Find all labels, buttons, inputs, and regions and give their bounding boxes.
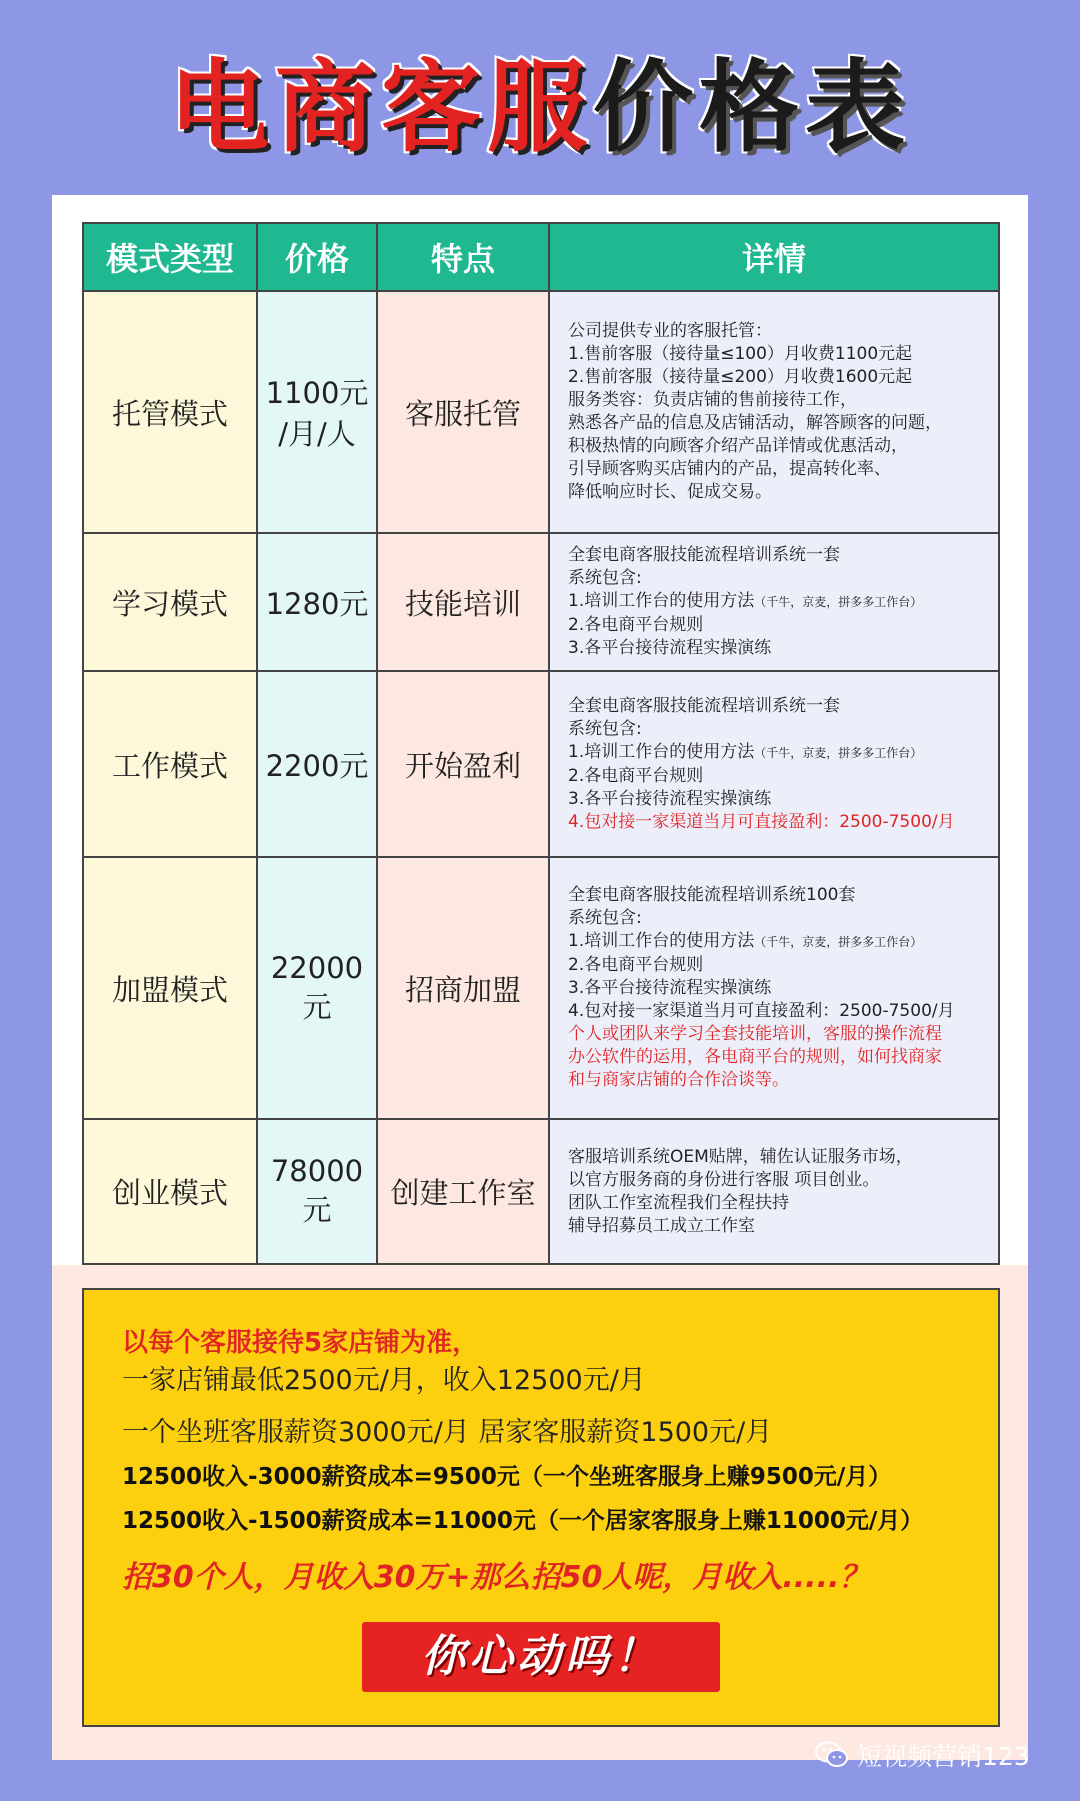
price-cell: 1280元 <box>257 533 377 671</box>
detail-line: 2.各电商平台规则 <box>568 955 704 975</box>
detail-line: 辅导招募员工成立工作室 <box>568 1215 755 1236</box>
detail-line <box>568 741 994 765</box>
price-cell: 78000元 <box>257 1119 377 1264</box>
detail-line: 2.各电商平台规则 <box>568 765 704 786</box>
wechat-icon <box>815 1741 849 1769</box>
detail-line: 4.包对接一家渠道当月可直接盈利：2500-7500/月 <box>568 1001 955 1021</box>
detail-line: 熟悉各产品的信息及店铺活动，解答顾客的问题， <box>568 413 942 433</box>
details-cell <box>549 671 999 857</box>
promo-line: 以每个客服接待5家店铺为准， <box>122 1328 479 1358</box>
detail-note: （千牛，京麦，拼多多工作台） <box>754 745 923 760</box>
price-cell: 2200元 <box>257 671 377 857</box>
feature-cell: 招商加盟 <box>377 857 549 1119</box>
table-row <box>83 857 999 1119</box>
detail-line: 公司提供专业的客服托管： <box>568 321 772 341</box>
promo-line: 一家店铺最低2500元/月，收入12500元/月 <box>122 1365 646 1396</box>
watermark <box>815 1735 1030 1775</box>
promo-line: 12500收入-1500薪资成本=11000元（一个居家客服身上赚11000元/月） <box>122 1508 924 1534</box>
feature-cell: 客服托管 <box>377 291 549 533</box>
price-line: /月/人 <box>278 417 356 451</box>
feature-cell: 技能培训 <box>377 533 549 671</box>
detail-line <box>568 590 994 614</box>
detail-line: 全套电商客服技能流程培训系统100套 <box>568 885 856 905</box>
feature-cell: 创建工作室 <box>377 1119 549 1264</box>
details-cell <box>549 533 999 671</box>
detail-line: 降低响应时长、促成交易。 <box>568 482 772 502</box>
table-row <box>83 291 999 533</box>
detail-line: 引导顾客购买店铺内的产品，提高转化率、 <box>568 459 891 479</box>
detail-note: （千牛，京麦，拼多多工作台） <box>754 595 923 609</box>
detail-line-highlight: 个人或团队来学习全套技能培训，客服的操作流程 <box>568 1024 942 1044</box>
header-price: 价格 <box>257 223 377 291</box>
detail-line: 系统包含: <box>568 718 642 739</box>
watermark-text: 短视频营销123 <box>857 1742 1030 1771</box>
detail-line <box>568 930 994 954</box>
title-black-part: 价格表 <box>593 49 911 166</box>
detail-line: 以官方服务商的身份进行客服 项目创业。 <box>568 1169 880 1190</box>
detail-line: 全套电商客服技能流程培训系统一套 <box>568 695 840 716</box>
table-row <box>83 1119 999 1264</box>
details-cell <box>549 291 999 533</box>
detail-line: 系统包含: <box>568 908 642 928</box>
details-cell <box>549 857 999 1119</box>
detail-line: 团队工作室流程我们全程扶持 <box>568 1192 789 1213</box>
detail-line-highlight: 和与商家店铺的合作洽谈等。 <box>568 1070 789 1090</box>
detail-line: 客服培训系统OEM贴牌，辅佐认证服务市场， <box>568 1146 913 1167</box>
detail-line-highlight: 4.包对接一家渠道当月可直接盈利：2500-7500/月 <box>568 811 955 832</box>
promo-line: 一个坐班客服薪资3000元/月 居家客服薪资1500元/月 <box>122 1417 773 1448</box>
promo-headline: 招30个人，月收入30万+那么招50人呢，月收入.....？ <box>122 1560 870 1595</box>
header-details: 详情 <box>549 223 999 291</box>
promo-line: 12500收入-3000薪资成本=9500元（一个坐班客服身上赚9500元/月） <box>122 1464 892 1490</box>
mode-cell: 工作模式 <box>83 671 257 857</box>
detail-text: 1.培训工作台的使用方法 <box>568 591 755 611</box>
title-red-part: 电商客服 <box>169 49 593 166</box>
table-header-row <box>83 223 999 291</box>
detail-line: 积极热情的向顾客介绍产品详情或优惠活动， <box>568 436 908 456</box>
detail-line: 服务类容：负责店铺的售前接待工作， <box>568 390 857 410</box>
header-mode: 模式类型 <box>83 223 257 291</box>
mode-cell: 托管模式 <box>83 291 257 533</box>
detail-line: 3.各平台接待流程实操演练 <box>568 788 772 809</box>
details-cell <box>549 1119 999 1264</box>
table-row <box>83 533 999 671</box>
mode-cell: 学习模式 <box>83 533 257 671</box>
detail-line: 2.售前客服（接待量≤200）月收费1600元起 <box>568 367 913 387</box>
table-row <box>83 671 999 857</box>
detail-line: 1.售前客服（接待量≤100）月收费1100元起 <box>568 344 913 364</box>
detail-line: 3.各平台接待流程实操演练 <box>568 978 772 998</box>
cta-banner: 你心动吗！ <box>362 1622 720 1692</box>
detail-line: 2.各电商平台规则 <box>568 615 704 635</box>
detail-line: 全套电商客服技能流程培训系统一套 <box>568 545 840 565</box>
page-title <box>0 38 1080 178</box>
detail-note: （千牛，京麦，拼多多工作台） <box>754 935 923 949</box>
mode-cell: 加盟模式 <box>83 857 257 1119</box>
feature-cell: 开始盈利 <box>377 671 549 857</box>
detail-text: 1.培训工作台的使用方法 <box>568 931 755 951</box>
price-table <box>82 222 1000 1265</box>
price-cell: 22000元 <box>257 857 377 1119</box>
price-line: 1100元 <box>265 376 369 410</box>
detail-line: 3.各平台接待流程实操演练 <box>568 638 772 658</box>
promo-box <box>82 1288 1000 1727</box>
detail-text: 1.培训工作台的使用方法 <box>568 741 755 762</box>
header-feature: 特点 <box>377 223 549 291</box>
detail-line: 系统包含: <box>568 568 642 588</box>
price-cell <box>257 291 377 533</box>
mode-cell: 创业模式 <box>83 1119 257 1264</box>
detail-line-highlight: 办公软件的运用，各电商平台的规则，如何找商家 <box>568 1047 942 1067</box>
